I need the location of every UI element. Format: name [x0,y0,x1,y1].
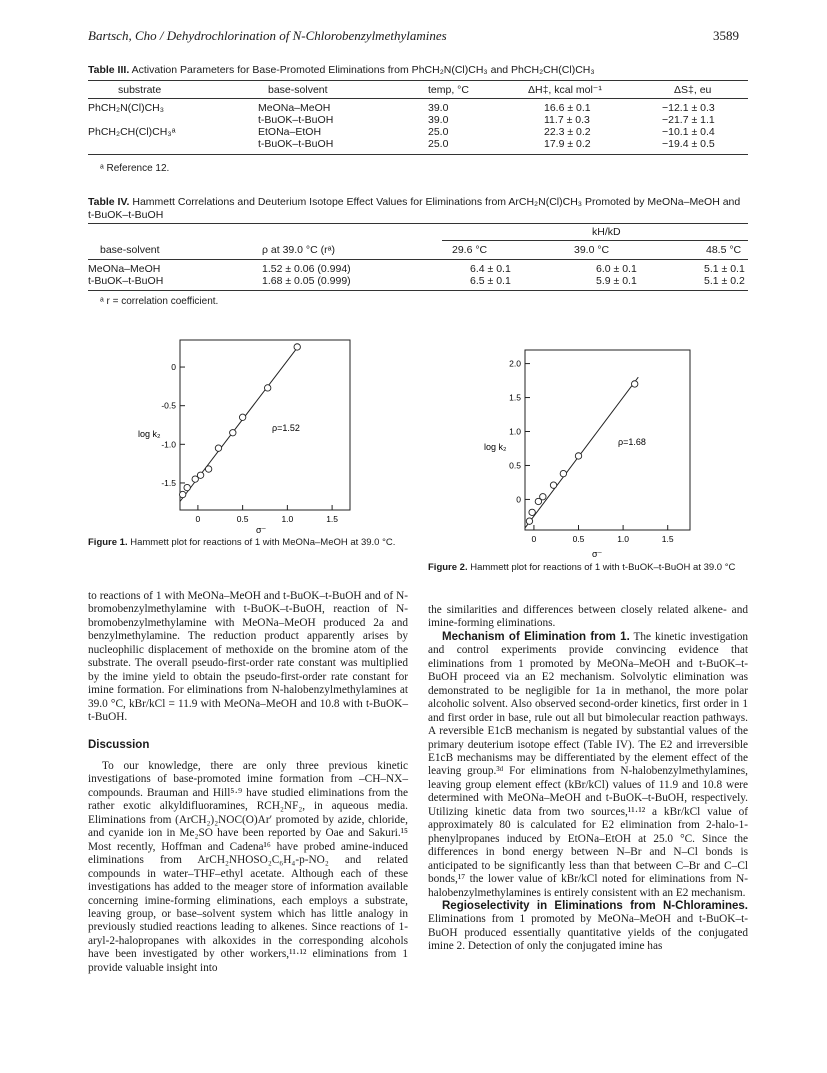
figure2-plot [480,345,700,560]
table4-col-base: base-solvent [100,244,160,256]
table3-label: Table III. [88,64,130,76]
fig2-ytick-label: 1.0 [509,426,521,437]
figure1-ylabel: log k₂ [138,429,161,439]
table3-cell: t-BuOK–t-BuOH [258,114,334,126]
table4-label: Table IV. [88,196,130,208]
fig2-xtick-label: 0 [531,534,537,544]
figure2-annotation: ρ=1.68 [618,437,646,447]
discussion-heading: Discussion [88,738,150,751]
fig1-xtick-label: 1.0 [281,514,294,524]
mechanism-heading: Mechanism of Elimination from 1. [442,630,630,643]
fig1-data-point [239,414,245,420]
fig1-ytick-label: -1.5 [161,477,176,488]
fig2-ytick-label: 0.5 [509,460,521,471]
table4-cell: 1.68 ± 0.05 (0.999) [262,275,351,287]
fig2-ytick-label: 2.0 [509,358,521,369]
table3-col-temp: temp, °C [428,84,469,96]
table3-col-base: base-solvent [268,84,328,96]
left-column [88,590,408,975]
table4-cell: 1.52 ± 0.06 (0.994) [262,263,351,275]
fig1-data-point [230,430,236,436]
fig1-ytick-label: -0.5 [161,400,176,411]
fig2-data-point [632,381,638,387]
table4-col-rho: ρ at 39.0 °C (rᵃ) [262,244,336,256]
table3-cell: 22.3 ± 0.2 [544,126,591,138]
fig1-data-point [184,484,190,490]
figure1-caption [88,537,408,549]
fig1-xtick-label: 0.5 [236,514,249,524]
figure2-frame [525,350,690,530]
figure1-annotation: ρ=1.52 [272,423,300,433]
page-number: 3589 [713,28,739,43]
left-paragraph-1: to reactions of 1 with MeONa–MeOH and t-BuOK–t-BuOH and of N-bromobenzylmethylamine with t-BuOK–t-BuOH, reaction of N-bromobenzylmethylamine with MeONa–MeOH produced 2a and benzylmethylamine. The reduction product apparently arises by nucleophilic displacement of methoxide on the bromine atom of the substrate. The overall pseudo-first-order rate constant was multiplied by the imine yield to obtain the pseudo-first-order rate constant for imine formation. For eliminations from N-halobenzylmethylamines at 39.0 °C, kBr/kCl = 11.9 with MeONa–MeOH and 10.8 with t-BuOK–t-BuOH. [88,590,408,724]
fig2-xtick-label: 1.0 [617,534,630,544]
fig1-xtick-label: 0 [195,514,201,524]
fig1-data-point [197,472,203,478]
left-paragraph-2: To our knowledge, there are only three previous kinetic investigations of base-promoted imine formation from –CH–NX– compounds. Brauman and Hill⁵·⁹ have studied eliminations from the rather exotic alkyldifluoramines, RCH₂NF₂, in aqueous media. Eliminations from (ArCH₂)₂NOC(O)Ar′ promoted by azide, chloride, and cyanide ion in Me₂SO have been reported by Oae and Sakuri.¹⁵ Most recently, Hoffman and Cadena¹⁶ have probed amine-induced eliminations from ArCH₂NHOSO₂C₆H₄-p-NO₂ and related compounds in water–THF–ethyl acetate. Although each of these investigations has added to the meager store of information available concerning imine-forming eliminations, each employs a substrate, leaving group, or base–solvent system which has little analogy in previously studied reactions leading to alkenes. Since reactions of 1-aryl-2-halopropanes with alkoxides in the corresponding alcohols have been investigated by other workers,¹¹·¹² eliminations from 1 provide valuable insight into [88,759,408,974]
regioselectivity-heading: Regioselectivity in Eliminations from N-Chloramines. [442,899,748,912]
table4-footnote: ᵃ r = correlation coefficient. [100,296,219,307]
table3-cell: t-BuOK–t-BuOH [258,138,334,150]
right-paragraph-1: the similarities and differences between closely related alkene- and imine-forming eliminations. [428,604,748,630]
figure2-ylabel: log k₂ [484,442,507,452]
table3-cell: −10.1 ± 0.4 [662,126,715,138]
table4-cell: 6.0 ± 0.1 [596,263,637,275]
table3-cell: PhCH₂N(Cl)CH₃ [88,102,165,114]
table3-cell: 17.9 ± 0.2 [544,138,591,150]
fig2-ytick-label: 1.5 [509,392,521,403]
table3-cell: EtONa–EtOH [258,126,322,138]
figure1-caption-text: Hammett plot for reactions of 1 with MeONa–MeOH at 39.0 °C. [130,537,396,548]
table3-col-dh: ΔH‡, kcal mol⁻¹ [528,84,602,96]
figure1-plot [130,335,360,535]
table3-cell: MeONa–MeOH [258,102,331,114]
fig1-data-point [294,344,300,350]
fig1-ytick-label: 0 [171,362,176,373]
table3-col-ds: ΔS‡, eu [674,84,712,96]
fig1-xtick-label: 1.5 [326,514,339,524]
figure1-frame [180,340,350,510]
table3-cell: −21.7 ± 1.1 [662,114,715,126]
fig2-xtick-label: 0.5 [572,534,585,544]
fig2-data-point [529,509,535,515]
table4-cell: 5.9 ± 0.1 [596,275,637,287]
table4-col-kh: kH/kD [592,226,621,238]
figure1-xlabel: σ⁻ [256,525,267,535]
table4-cell: t-BuOK–t-BuOH [88,275,164,287]
table4-caption [88,196,748,222]
figure2-caption-label: Figure 2. [428,562,468,573]
table4-cell: 5.1 ± 0.1 [704,263,745,275]
fig2-data-point [560,470,566,476]
figure2-trendline [525,377,638,528]
table3-cell: 25.0 [428,138,449,150]
fig2-ytick-label: 0 [516,494,521,505]
fig1-ytick-label: -1.0 [161,439,176,450]
table4-cell: 6.4 ± 0.1 [470,263,511,275]
table4-cell: 5.1 ± 0.2 [704,275,745,287]
table3-footnote: ᵃ Reference 12. [100,163,170,174]
table3-cell: 39.0 [428,114,449,126]
table3-cell: 16.6 ± 0.1 [544,102,591,114]
right-column [428,604,748,954]
figure2-caption-text: Hammett plot for reactions of 1 with t-BuOK–t-BuOH at 39.0 °C [470,562,736,573]
table4-cell: MeONa–MeOH [88,263,161,275]
fig2-data-point [526,518,532,524]
right-paragraph-2: The kinetic investigation and control experiments provide convincing evidence that eliminations from 1 promoted by MeONa–MeOH and t-BuOK–t-BuOH proceed via an E2 mechanism. Solvolytic elimination was demonstrated to be negligible for 1a in methanol, the more polar alcoholic solvent. Also observed second-order kinetics, first order in 1 and first order in base, rule out all but bimolecular reaction pathways. A reversible E1cB mechanism is negated by substantial values of the primary deuterium isotope effect (Table IV). The E2 and irreversible E1cB mechanisms may be differentiated by the element effect of the leaving group.³ᵈ For eliminations from N-halobenzylmethylamines, leaving group element effect (kBr/kCl) values of 11.9 and 10.8 were determined with MeONa–MeOH and t-BuOK–t-BuOH, respectively. Utilizing kinetic data from two sources,¹¹·¹² a kBr/kCl value of approximately 80 is calculated for E2 elimination from 2-halo-1-phenylpropanes induced by EtONa–EtOH at 25.0 °C. Since the differences in bond energy between N–Br and N–Cl bonds is anticipated to be significantly less than that between C–Br and C–Cl bonds,¹⁷ the lower value of kBr/kCl noted for eliminations from N-halobenzylmethylamines is entirely consistent with an E2 mechanism. [428,630,749,899]
fig1-data-point [179,491,185,497]
fig2-data-point [575,453,581,459]
table3-cell: PhCH₂CH(Cl)CH₃ᵃ [88,126,176,138]
table3-cell: −12.1 ± 0.3 [662,102,715,114]
table3-title: Activation Parameters for Base-Promoted Eliminations from PhCH₂N(Cl)CH₃ and PhCH₂CH(Cl)CH₃ [131,64,595,76]
table4-col-t2: 39.0 °C [574,244,610,256]
fig2-xtick-label: 1.5 [661,534,674,544]
table4-col-t1: 29.6 °C [452,244,488,256]
table3-cell: −19.4 ± 0.5 [662,138,715,150]
right-paragraph-3: Eliminations from 1 promoted by MeONa–MeOH and t-BuOK–t-BuOH produced essentially quantitative yields of the conjugated imine 2. Detection of only the conjugated imine has [428,913,748,953]
fig2-data-point [550,482,556,488]
table4-title: Hammett Correlations and Deuterium Isotope Effect Values for Eliminations from ArCH₂N(Cl)CH₃ Promoted by MeONa–MeOH and t-BuOK–t-BuOH [88,196,741,221]
running-title: Bartsch, Cho / Dehydrochlorination of N-Chlorobenzylmethylamines [88,28,447,43]
table3-col-substrate: substrate [118,84,162,96]
table4-cell: 6.5 ± 0.1 [470,275,511,287]
table3-cell: 39.0 [428,102,449,114]
table3-cell: 25.0 [428,126,449,138]
figure2-caption [428,562,748,574]
table3-cell: 11.7 ± 0.3 [544,114,590,126]
figure2-xlabel: σ⁻ [592,549,603,559]
fig2-data-point [540,494,546,500]
figure1-caption-label: Figure 1. [88,537,128,548]
fig1-data-point [264,385,270,391]
fig1-data-point [215,445,221,451]
table3-caption [88,64,748,77]
table4-col-t3: 48.5 °C [706,244,742,256]
fig1-data-point [205,466,211,472]
